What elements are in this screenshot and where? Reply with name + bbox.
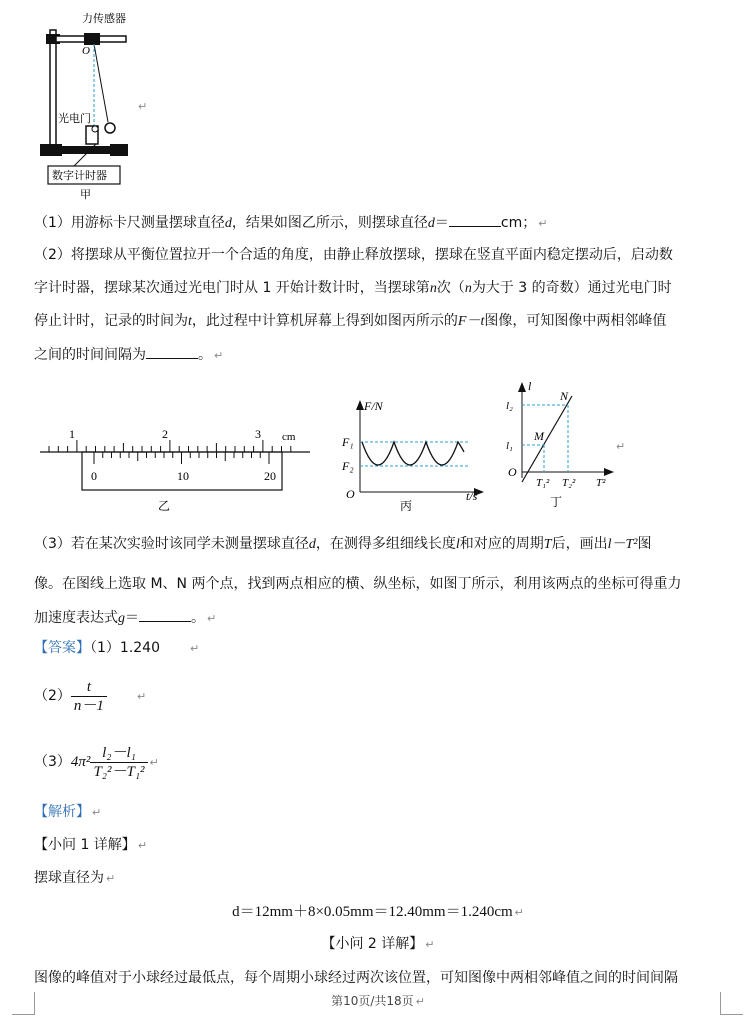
var-l: l [455, 537, 460, 552]
subquestion-1-text: 【小问 1 详解】 [34, 837, 136, 853]
paragraph-mark: ↵ [616, 440, 626, 453]
q2-line-2 [34, 278, 672, 299]
q1-text-mid: ，结果如图乙所示，则摆球直径 [231, 215, 428, 231]
main-tick-label-3: 3 [255, 427, 261, 441]
fraction-numerator: l₂－l₁ [90, 744, 147, 763]
figure-caption-ding: 丁 [550, 495, 563, 509]
q3-text: 后，画出 [551, 536, 608, 552]
paragraph-mark: ↵ [138, 100, 148, 113]
var-T: T [543, 537, 552, 552]
paragraph-mark: ↵ [514, 907, 524, 919]
answer-blank [449, 212, 501, 227]
q2-line-3 [34, 311, 666, 332]
figure-F-t-graph [340, 396, 490, 514]
point-M-label: M [534, 429, 544, 443]
paragraph-mark: ↵ [92, 806, 102, 819]
figure-l-T2-graph [500, 378, 618, 516]
F1-label: F₁ [342, 435, 354, 449]
y-axis-arrow [356, 400, 364, 410]
q3-text: ，在测得多组细线长度 [315, 536, 456, 552]
analysis-label [34, 802, 101, 823]
answer-blank [146, 344, 198, 359]
answer-1: （1）1.240 [90, 640, 160, 656]
var-n: n [429, 281, 437, 296]
q2-line-1: （2）将摆球从平衡位置拉开一个合适的角度，由静止释放摆球，摆球在竖直平面内稳定摆动后，启动数 [34, 247, 673, 263]
period-mark: 。 [191, 610, 205, 626]
paragraph-mark: ↵ [425, 938, 435, 951]
x-axis-label: T² [596, 477, 606, 489]
figure-caption-jia: 甲 [80, 189, 91, 201]
l1-label: l₁ [506, 440, 513, 452]
q3-line-1 [34, 534, 651, 555]
F2-label: F₂ [342, 459, 354, 473]
equals-sign: ＝ [434, 215, 449, 231]
answer-3-coefficient: 4π² [70, 754, 91, 770]
photogate-eye [92, 126, 98, 132]
F-t-curve [362, 442, 464, 465]
subquestion-2-text: 【小问 2 详解】 [321, 936, 424, 952]
x-axis-label: t/s [466, 489, 478, 503]
sensor-label: 力传感器 [82, 13, 126, 25]
q2-text: 字计时器，摆球某次通过光电门时从 1 开始计数计时，当摆球第 [34, 280, 430, 296]
page-footer [0, 992, 756, 1009]
l2-label: l₂ [506, 400, 513, 412]
q2-text: ，此过程中计算机屏幕上得到如图丙所示的 [191, 313, 458, 329]
point-O-label: O [82, 45, 90, 57]
T1-label: T₁² [536, 477, 550, 489]
paragraph-mark: ↵ [136, 690, 147, 703]
fraction-numerator: t [71, 678, 107, 697]
answer-line-1 [34, 638, 199, 659]
point-N-label: N [560, 389, 569, 403]
vernier-tick-label-20: 20 [264, 469, 276, 483]
q2-text: 为大于 3 的奇数）通过光电门时 [471, 280, 672, 296]
var-n: n [464, 281, 472, 296]
var-g: g [118, 611, 125, 626]
unit-cm: cm； [500, 215, 537, 231]
figure-vernier-caliper [36, 422, 316, 516]
y-axis-label: l [528, 379, 532, 393]
q2-text: 图像，可知图像中两相邻峰值 [484, 313, 667, 329]
q1-text: （1）用游标卡尺测量摆球直径 [34, 215, 225, 231]
paragraph-mark: ↵ [106, 872, 116, 885]
q3-text: （3）若在某次实验时该同学未测量摆球直径 [34, 536, 309, 552]
fraction-denominator: n－1 [73, 697, 104, 714]
answer-line-3 [34, 742, 159, 783]
paragraph-mark: ↵ [137, 839, 148, 852]
formula-diameter [0, 902, 756, 923]
vernier-tick-label-0: 0 [91, 469, 97, 483]
string [94, 44, 108, 122]
main-scale-unit: cm [282, 431, 296, 443]
question-1 [34, 212, 547, 234]
var-t: t [188, 314, 192, 329]
force-sensor [84, 33, 100, 45]
q2-text: 之间的时间间隔为 [34, 347, 146, 363]
formula-text: d＝12mm＋8×0.05mm＝12.40mm＝1.240cm [232, 904, 513, 920]
q3-text: 和对应的周期 [459, 536, 544, 552]
q3-line-2: 像。在图线上选取 M、N 两个点，找到两点相应的横、纵坐标，如图丁所示，利用该两点的坐标可得重力 [34, 576, 682, 592]
var-F-t: F－t [457, 314, 485, 329]
y-axis-label: F/N [364, 399, 383, 413]
q3-text: 加速度表达式 [34, 610, 118, 626]
figure-caption-bing: 丙 [400, 499, 413, 513]
equals-sign: ＝ [125, 610, 139, 626]
page-number: 第10页/共18页 [331, 994, 414, 1008]
var-d: d [427, 216, 435, 231]
var-d: d [308, 537, 316, 552]
main-tick-label-2: 2 [162, 427, 168, 441]
paragraph-mark: ↵ [190, 642, 200, 655]
pendulum-ball [105, 123, 115, 133]
answer-blank [139, 607, 191, 622]
paragraph-mark: ↵ [415, 995, 425, 1008]
answer-label: 【答案】 [34, 640, 90, 656]
stand-pole [50, 30, 56, 146]
q2-text: 次（ [436, 280, 465, 296]
answer-2-prefix: （2） [34, 688, 71, 704]
figure-caption-yi: 乙 [158, 499, 171, 513]
origin-label: O [508, 465, 517, 479]
T2-label: T₂² [562, 477, 576, 489]
vernier-scale-ticks [94, 452, 269, 464]
fit-line [522, 396, 572, 482]
var-d: d [224, 216, 232, 231]
answer-2-fraction [71, 678, 107, 715]
analysis-text-1 [34, 868, 115, 889]
q2-line-4 [34, 344, 223, 366]
fraction-denominator: T₂²－T₁² [93, 763, 145, 780]
answer-3-prefix: （3） [34, 754, 71, 770]
base-right [110, 144, 128, 156]
paragraph-mark: ↵ [214, 349, 224, 362]
paragraph-mark: ↵ [207, 612, 217, 625]
figure-apparatus [36, 8, 146, 204]
main-tick-label-1: 1 [69, 427, 75, 441]
answer-3-fraction [90, 744, 147, 781]
answer-line-2 [34, 676, 146, 717]
main-scale-ticks [49, 440, 291, 452]
y-axis-arrow [518, 382, 526, 392]
analysis-label-text: 【解析】 [34, 804, 90, 820]
q3-text: 图 [637, 536, 652, 552]
q2-text: 停止计时，记录的时间为 [34, 313, 188, 329]
photogate-label: 光电门 [58, 113, 91, 125]
analysis-text-2: 图像的峰值对于小球经过最低点，每个周期小球经过两次该位置，可知图像中两相邻峰值之间的时间间隔 [34, 970, 678, 986]
period-mark: 。 [198, 347, 212, 363]
origin-label: O [346, 487, 355, 501]
timer-label: 数字计时器 [52, 170, 107, 182]
paragraph-mark: ↵ [149, 756, 159, 769]
subquestion-2-heading [0, 934, 756, 955]
analysis-text-1-content: 摆球直径为 [34, 870, 104, 886]
q3-line-3 [34, 607, 216, 629]
paragraph-mark: ↵ [538, 217, 548, 230]
var-l-T2: l－T² [607, 537, 638, 552]
subquestion-1-heading [34, 835, 147, 856]
vernier-tick-label-10: 10 [177, 469, 189, 483]
x-axis-arrow [604, 468, 614, 476]
